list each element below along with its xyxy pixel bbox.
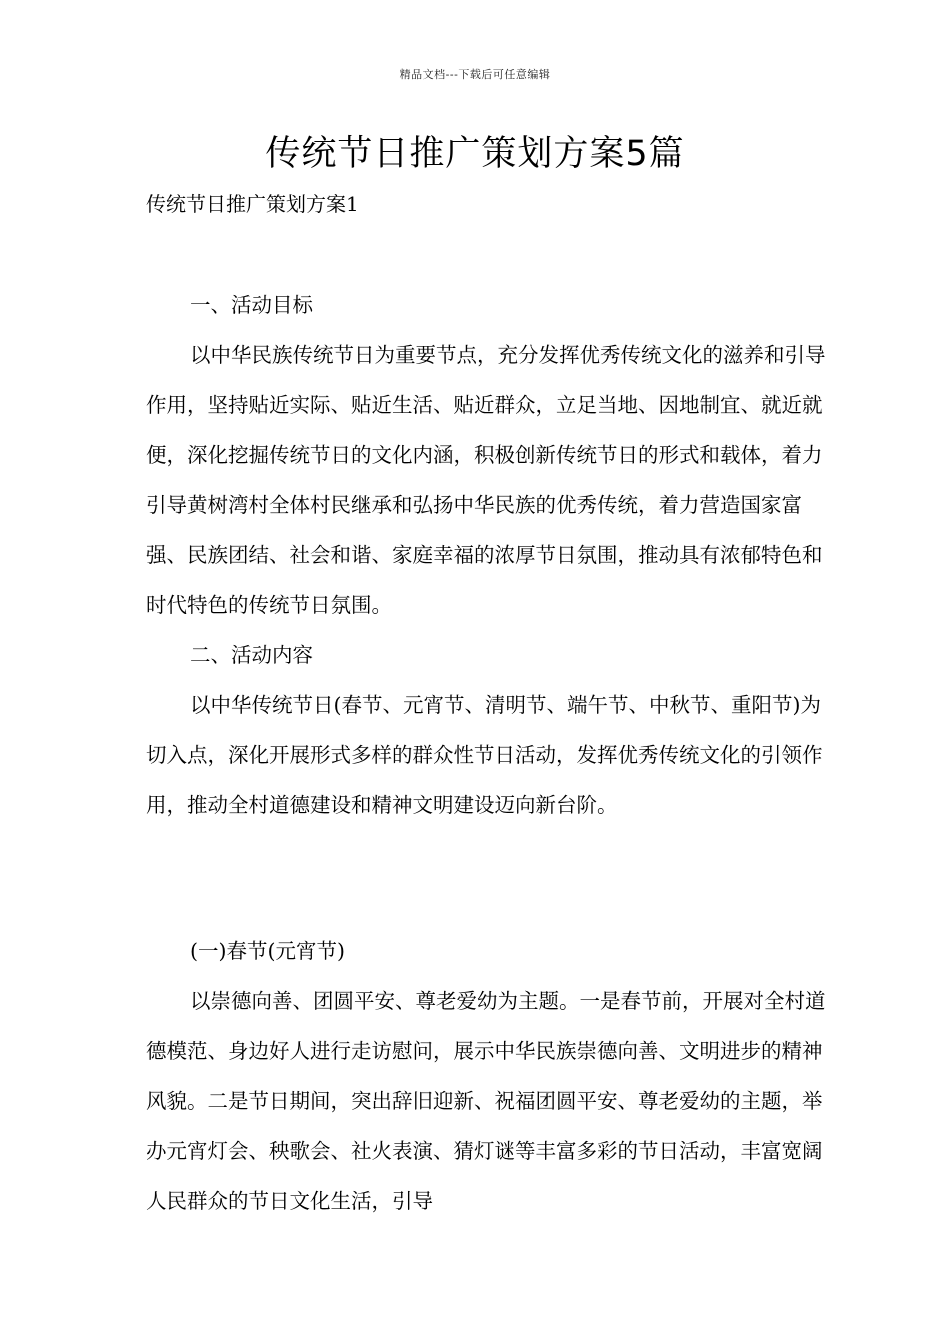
body-block-1 [146, 280, 826, 830]
paragraph-content: 以中华传统节日(春节、元宵节、清明节、端午节、中秋节、重阳节)为切入点，深化开展形式多样的群众性节日活动，发挥优秀传统文化的引领作用，推动全村道德建设和精神文明建设迈向新台阶。 [146, 693, 823, 817]
paragraph-goals: 以中华民族传统节日为重要节点，充分发挥优秀传统文化的滋养和引导作用，坚持贴近实际、贴近生活、贴近群众，立足当地、因地制宜、就近就便，深化挖掘传统节日的文化内涵，积极创新传统节日的形式和载体，着力引导黄树湾村全体村民继承和弘扬中华民族的优秀传统，着力营造国家富强、民族团结、社会和谐、家庭幸福的浓厚节日氛围，推动具有浓郁特色和时代特色的传统节日氛围。 [146, 343, 826, 617]
document-title: 传统节日推广策划方案5篇 [265, 134, 685, 174]
body-block-2 [146, 926, 826, 1226]
heading-goals: 一、活动目标 [190, 293, 313, 317]
heading-spring-festival: (一)春节(元宵节) [190, 939, 345, 963]
paragraph-spring-festival: 以崇德向善、团圆平安、尊老爱幼为主题。一是春节前，开展对全村道德模范、身边好人进行走访慰问，展示中华民族崇德向善、文明进步的精神风貌。二是节日期间，突出辞旧迎新、祝福团圆平安、尊老爱幼的主题，举办元宵灯会、秧歌会、社火表演、猜灯谜等丰富多彩的节日活动，丰富宽阔人民群众的节日文化生活，引导 [146, 989, 826, 1213]
header-note: 精品文档---下载后可任意编辑 [399, 68, 551, 81]
section-subtitle: 传统节日推广策划方案1 [146, 192, 359, 216]
heading-content: 二、活动内容 [190, 643, 313, 667]
